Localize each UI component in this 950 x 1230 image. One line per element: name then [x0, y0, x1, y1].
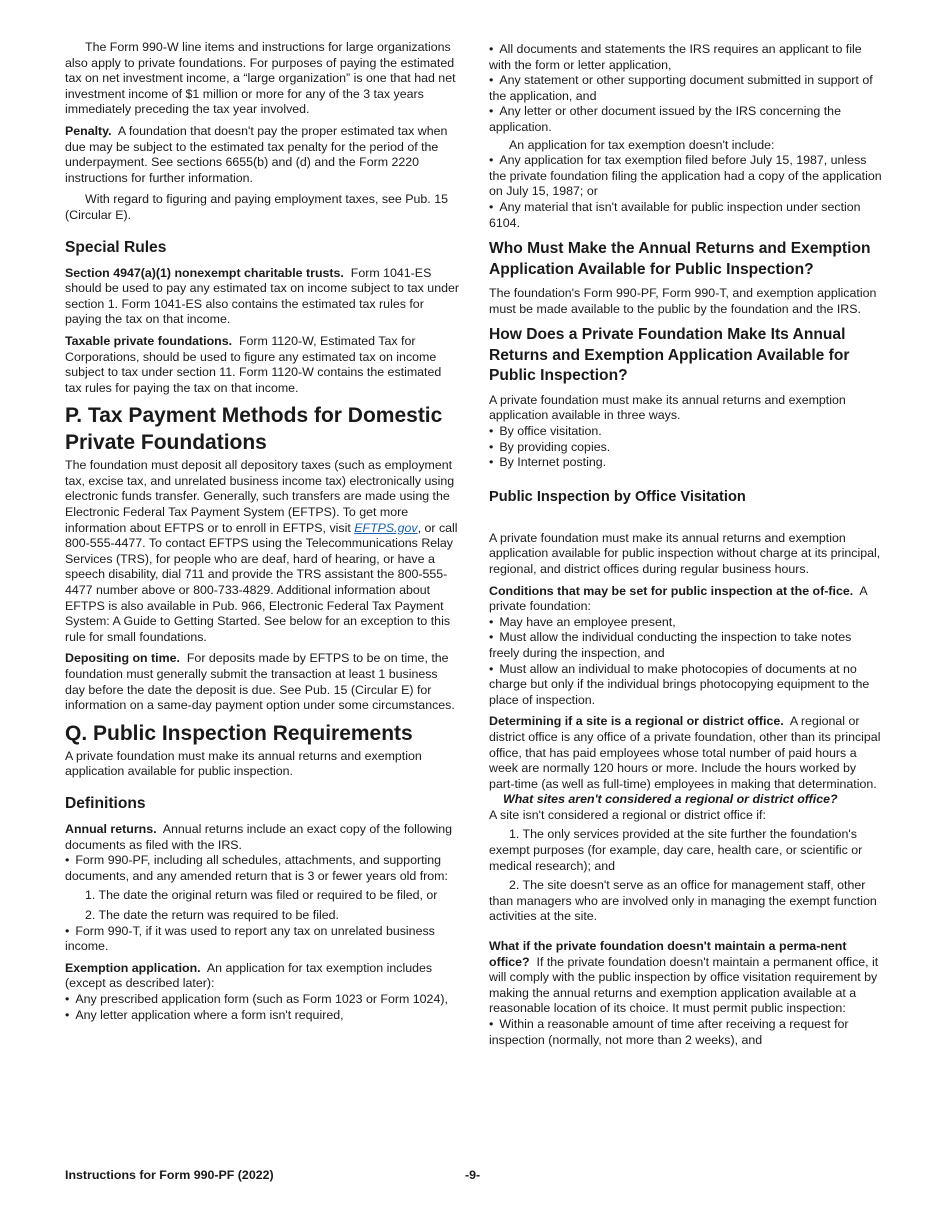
list-item: • Must allow an individual to make photocopies of documents at no charge but only if the individual brings photocopying equipment to the place of inspection. [489, 662, 883, 709]
list-item: • By Internet posting. [489, 455, 883, 471]
paragraph-office-visitation: A private foundation must make its annual returns and exemption application available for public inspection without charge at its principal, regional, and district offices during regular business hours. [489, 530, 881, 576]
list-item: • Any letter or other document issued by the IRS concerning the application. [489, 104, 883, 135]
numbered-item: 1. The date the original return was filed or required to be filed, or [85, 888, 438, 903]
list-item: • Within a reasonable amount of time after receiving a request for inspection (normally, not more than 2 weeks), and [489, 1017, 883, 1048]
list-item: • Must allow the individual conducting the inspection to take notes freely during the inspection, and [489, 630, 883, 661]
determining-heading: Determining if a site is a regional or district office. [489, 714, 784, 729]
exemption-text: An application for tax exemption includes (except as described later): [65, 960, 433, 991]
left-column [65, 40, 459, 1023]
what-sites-question: What sites aren't considered a regional or district office? [503, 792, 838, 807]
heading-how-does: How Does a Private Foundation Make Its Annual Returns and Exemption Application Available for Public Inspection? [489, 326, 850, 385]
paragraph-eftps [65, 458, 459, 645]
paragraph-not-include: An application for tax exemption doesn't include: [509, 137, 775, 152]
list-item: • By providing copies. [489, 440, 883, 456]
taxable-foundations-text: Form 1120-W, Estimated Tax for Corporations, should be used to figure any estimated tax on income subject to tax under section 11. Form 1120-W contains the estimated tax rules for paying the tax on that income. [65, 333, 442, 395]
numbered-item: 1. The only services provided at the site further the foundation's exempt purposes (for example, day care, health care, or scientific or medical research); and [489, 827, 863, 873]
heading-definitions: Definitions [65, 794, 146, 812]
conditions-text: A private foundation: [489, 583, 867, 614]
permanent-office-heading: What if the private foundation doesn't maintain a perma-nent office? [489, 939, 847, 969]
list-item: • All documents and statements the IRS requires an applicant to file with the form or letter application, [489, 42, 883, 73]
taxable-foundations-heading: Taxable private foundations. [65, 333, 233, 348]
list-item: • Form 990-T, if it was used to report any tax on unrelated business income. [65, 924, 459, 955]
depositing-text: For deposits made by EFTPS to be on time, the foundation must generally submit the transaction at least 1 business day before the date the deposit is due. See Pub. 15 (Circular E) for information on a same-day payment option under some circumstances. [65, 651, 455, 713]
list-item: • May have an employee present, [489, 615, 883, 631]
paragraph-how-does: A private foundation must make its annual returns and exemption application available in three ways. [489, 392, 846, 423]
paragraph-depositing-on-time [65, 651, 459, 713]
list-item: • Any application for tax exemption filed before July 15, 1987, unless the private foundation filing the application had a copy of the application on July 15, 1987; or [489, 153, 883, 200]
eftps-text-b: , or call 800-555-4477. To contact EFTPS using the Telecommunications Relay Services (TRS), for people who are deaf, hard of hearing, or have a speech disability, dial 711 and provide the TRS assistant the 800-555-4477 number above or 800-733-4829. Additional information about EFTPS is also available in Pub. 966, Electronic Federal Tax Payment System: A Guide to Getting Started. See below for an exception to this rule for small foundations. [65, 520, 458, 644]
list-item: • Any letter application where a form isn't required, [65, 1008, 459, 1024]
conditions-heading: Conditions that may be set for public inspection at the of-fice. [489, 583, 854, 598]
footer-form-title: Instructions for Form 990-PF (2022) [65, 1168, 274, 1182]
list-item: • Any prescribed application form (such as Form 1023 or Form 1024), [65, 992, 459, 1008]
exemption-heading: Exemption application. [65, 960, 201, 975]
heading-who-must-make: Who Must Make the Annual Returns and Exemption Application Available for Public Inspection? [489, 240, 871, 278]
paragraph-annual-returns [65, 822, 459, 853]
paragraph-exemption-application [65, 961, 459, 992]
paragraph-public-inspection: A private foundation must make its annual returns and exemption application available for public inspection. [65, 748, 422, 779]
paragraph-taxable-foundations [65, 334, 459, 396]
paragraph-employment-taxes: With regard to figuring and paying employment taxes, see Pub. 15 (Circular E). [65, 192, 448, 222]
paragraph-large-organization: The Form 990-W line items and instructions for large organizations also apply to private foundations. For purposes of paying the estimated tax on net investment income, a “large organization” is one that had net investment income of $1 million or more for any of the 3 tax years immediately preceding the tax year involved. [65, 40, 456, 117]
page-number: -9- [465, 1168, 481, 1182]
list-item: • Any statement or other supporting document submitted in support of the application, and [489, 73, 883, 104]
what-sites-text: A site isn't considered a regional or district office if: [489, 807, 766, 822]
list-item: • By office visitation. [489, 424, 883, 440]
section-4947-heading: Section 4947(a)(1) nonexempt charitable trusts. [65, 265, 344, 280]
paragraph-conditions [489, 584, 883, 615]
heading-office-visitation: Public Inspection by Office Visitation [489, 488, 746, 505]
list-item: • Form 990-PF, including all schedules, attachments, and supporting documents, and any amended return that is 3 or fewer years old from: [65, 853, 459, 884]
annual-returns-heading: Annual returns. [65, 821, 157, 836]
eftps-link[interactable]: EFTPS.gov [354, 520, 418, 535]
annual-returns-text: Annual returns include an exact copy of the following documents as filed with the IRS. [65, 821, 453, 852]
paragraph-permanent-office [489, 939, 883, 1017]
paragraph-who-must-make: The foundation's Form 990-PF, Form 990-T, and exemption application must be made available to the public by the foundation and the IRS. [489, 286, 877, 316]
determining-text: A regional or district office is any office of a private foundation, other than its principal office, that has paid employees whose total number of paid hours a week are normally 120 hours or more. Include the hours worked by part-time (as well as full-time) employees in making that determination. [489, 714, 881, 791]
heading-special-rules: Special Rules [65, 238, 167, 256]
paragraph-penalty [65, 124, 459, 186]
heading-section-q: Q. Public Inspection Requirements [65, 721, 413, 745]
depositing-heading: Depositing on time. [65, 651, 180, 666]
penalty-text: A foundation that doesn't pay the proper estimated tax when due may be subject to the estimated tax penalty for the period of the underpayment. See sections 6655(b) and (d) and the Form 2220 instructions for further information. [65, 123, 448, 185]
numbered-item: 2. The site doesn't serve as an office for management staff, other than managers who are involved only in managing the exempt function activities at the site. [489, 878, 877, 924]
page-footer [65, 1168, 885, 1186]
list-item: • Any material that isn't available for public inspection under section 6104. [489, 200, 883, 231]
numbered-item: 2. The date the return was required to be filed. [85, 907, 339, 922]
paragraph-determining-site [489, 714, 883, 792]
eftps-text-a: The foundation must deposit all depository taxes (such as employment tax, excise tax, and unrelated business income tax) electronically using electronic funds transfer. Generally, such transfers are made using the Electronic Federal Tax Payment System (EFTPS). To get more information about EFTPS or to enroll in EFTPS, visit [65, 458, 455, 535]
penalty-heading: Penalty. [65, 123, 112, 138]
right-column [489, 42, 883, 1048]
permanent-office-text: If the private foundation doesn't maintain a permanent office, it will comply with the public inspection by office visitation requirement by making the annual returns and exemption application available at a reasonable location of its choice. It must permit public inspection: [489, 954, 879, 1016]
heading-section-p: P. Tax Payment Methods for Domestic Private Foundations [65, 404, 443, 455]
section-4947-text: Form 1041-ES should be used to pay any estimated tax on income subject to tax under section 1. Form 1041-ES also contains the estimated tax rules for paying the tax on that income. [65, 265, 459, 327]
paragraph-section-4947 [65, 266, 459, 328]
